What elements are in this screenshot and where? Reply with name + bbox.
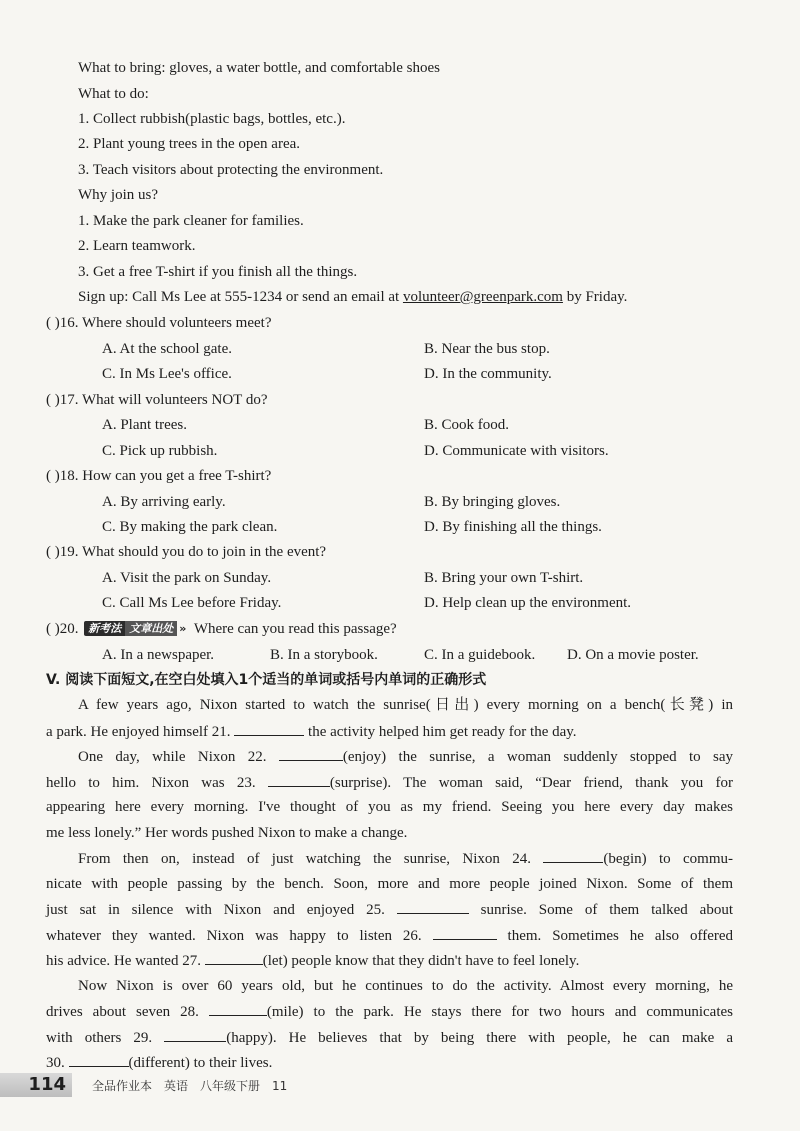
- footer-book-info: [92, 1077, 299, 1094]
- signup-text: Sign up: Call Ms Lee at 555-1234 or send an email at: [78, 289, 403, 305]
- notice-signup: [78, 287, 627, 307]
- passage-line: A few years ago, Nixon started to watch the sunrise(日出) every morning on a bench(长凳) in: [78, 697, 733, 713]
- passage-text: whatever they wanted. Nixon was happy to listen 26.: [46, 928, 433, 944]
- passage-line: [46, 772, 733, 793]
- footer-book-title: 全品作业本: [92, 1079, 153, 1093]
- passage-line: [78, 848, 733, 869]
- question-18-option-a: A. By arriving early.: [102, 494, 226, 510]
- footer-code: 11: [272, 1079, 288, 1093]
- passage-text: One day, while Nixon 22.: [78, 749, 279, 765]
- passage-text: (enjoy) the sunrise, a woman suddenly stopped to say: [342, 749, 734, 765]
- question-17-option-a: A. Plant trees.: [102, 417, 187, 433]
- question-16-stem: ( )16. Where should volunteers meet?: [46, 315, 272, 331]
- page-number: 114: [0, 1073, 72, 1097]
- passage-text: (mile) to the park. He stays there for two hours and communicates: [266, 1004, 734, 1020]
- question-18-option-c: C. By making the park clean.: [102, 519, 278, 535]
- question-18-option-d: D. By finishing all the things.: [424, 519, 602, 535]
- passage-text: (happy). He believes that by being there with people, he can make a: [226, 1030, 734, 1046]
- passage-text: 30.: [46, 1055, 69, 1071]
- notice-todo-title: What to do:: [78, 86, 149, 102]
- badge-label-source: 文章出处: [125, 621, 177, 636]
- passage-line: [46, 1027, 733, 1048]
- blank-21[interactable]: [234, 721, 304, 736]
- question-17-option-d: D. Communicate with visitors.: [424, 443, 609, 459]
- footer-grade: 八年级下册: [200, 1079, 261, 1093]
- blank-29[interactable]: [164, 1027, 226, 1042]
- question-20-option-b: B. In a storybook.: [270, 647, 378, 663]
- question-19-option-a: A. Visit the park on Sunday.: [102, 570, 272, 586]
- question-16-option-c: C. In Ms Lee's office.: [102, 366, 232, 382]
- notice-todo-item: 1. Collect rubbish(plastic bags, bottles, etc.).: [78, 111, 346, 127]
- passage-text: (let) people know that they didn't have to feel lonely.: [262, 953, 580, 969]
- footer-subject: 英语: [164, 1079, 189, 1093]
- passage-text: just sat in silence with Nixon and enjoyed 25.: [46, 902, 397, 918]
- passage-line: [46, 721, 577, 742]
- passage-line: [46, 1001, 733, 1022]
- blank-28[interactable]: [209, 1001, 267, 1016]
- double-chevron-icon: »: [179, 622, 187, 635]
- question-20-option-a: A. In a newspaper.: [102, 647, 215, 663]
- passage-text: the activity helped him get ready for the day.: [304, 724, 577, 740]
- notice-why-title: Why join us?: [78, 187, 158, 203]
- passage-text: sunrise. Some of them talked about: [468, 902, 733, 918]
- passage-text: (different) to their lives.: [128, 1055, 273, 1071]
- question-17-option-b: B. Cook food.: [424, 417, 510, 433]
- passage-line: appearing here every morning. I've thought of you as my friend. Seeing you here every day makes: [46, 799, 733, 815]
- notice-why-item: 1. Make the park cleaner for families.: [78, 213, 304, 229]
- passage-text: (begin) to commu-: [603, 851, 733, 867]
- passage-line: Now Nixon is over 60 years old, but he continues to do the activity. Almost every morning, he: [78, 978, 733, 994]
- blank-30[interactable]: [69, 1052, 129, 1067]
- notice-bring: What to bring: gloves, a water bottle, and comfortable shoes: [78, 60, 440, 76]
- question-20-text: Where can you read this passage?: [193, 621, 397, 637]
- new-exam-badge: [84, 621, 186, 636]
- passage-text: drives about seven 28.: [46, 1004, 209, 1020]
- question-17-option-c: C. Pick up rubbish.: [102, 443, 218, 459]
- page-footer: [0, 1071, 800, 1101]
- question-16-option-d: D. In the community.: [424, 366, 552, 382]
- blank-23[interactable]: [268, 772, 330, 787]
- passage-text: with others 29.: [46, 1030, 165, 1046]
- question-16-option-b: B. Near the bus stop.: [424, 341, 550, 357]
- question-18-option-b: B. By bringing gloves.: [424, 494, 561, 510]
- question-19-stem: ( )19. What should you do to join in the event?: [46, 544, 327, 560]
- signup-deadline: by Friday.: [562, 289, 628, 305]
- question-20-stem: [46, 619, 397, 639]
- section-5-heading: V. 阅读下面短文,在空白处填入1个适当的单词或括号内单词的正确形式: [46, 672, 487, 688]
- question-18-stem: ( )18. How can you get a free T-shirt?: [46, 468, 272, 484]
- notice-todo-item: 3. Teach visitors about protecting the environment.: [78, 162, 384, 178]
- passage-text: (surprise). The woman said, “Dear friend, thank you for: [329, 775, 733, 791]
- passage-line: [46, 925, 733, 946]
- passage-line: [78, 746, 733, 767]
- question-16-option-a: A. At the school gate.: [102, 341, 232, 357]
- passage-line: [46, 1052, 272, 1073]
- question-19-option-d: D. Help clean up the environment.: [424, 595, 632, 611]
- passage-text: a park. He enjoyed himself 21.: [46, 724, 235, 740]
- blank-27[interactable]: [205, 950, 263, 965]
- passage-text: hello to him. Nixon was 23.: [46, 775, 268, 791]
- passage-line: me less lonely.” Her words pushed Nixon to make a change.: [46, 825, 408, 841]
- blank-25[interactable]: [397, 899, 469, 914]
- question-19-option-b: B. Bring your own T-shirt.: [424, 570, 584, 586]
- blank-26[interactable]: [433, 925, 497, 940]
- question-20-option-c: C. In a guidebook.: [424, 647, 536, 663]
- question-17-stem: ( )17. What will volunteers NOT do?: [46, 392, 268, 408]
- question-19-option-c: C. Call Ms Lee before Friday.: [102, 595, 282, 611]
- question-20-option-d: D. On a movie poster.: [567, 647, 699, 663]
- passage-line: [46, 899, 733, 920]
- passage-text: his advice. He wanted 27.: [46, 953, 205, 969]
- notice-why-item: 2. Learn teamwork.: [78, 238, 196, 254]
- passage-text: them. Sometimes he also offered: [496, 928, 733, 944]
- passage-line: nicate with people passing by the bench. Soon, more and more people joined Nixon. Some of them: [46, 876, 733, 892]
- notice-why-item: 3. Get a free T-shirt if you finish all the things.: [78, 264, 358, 280]
- blank-22[interactable]: [279, 746, 343, 761]
- signup-email[interactable]: volunteer@greenpark.com: [402, 289, 563, 305]
- question-20-number: ( )20.: [46, 621, 79, 637]
- passage-text: From then on, instead of just watching the sunrise, Nixon 24.: [78, 851, 544, 867]
- passage-line: [46, 950, 579, 971]
- blank-24[interactable]: [543, 848, 603, 863]
- badge-label-new: 新考法: [84, 621, 125, 636]
- notice-todo-item: 2. Plant young trees in the open area.: [78, 136, 301, 152]
